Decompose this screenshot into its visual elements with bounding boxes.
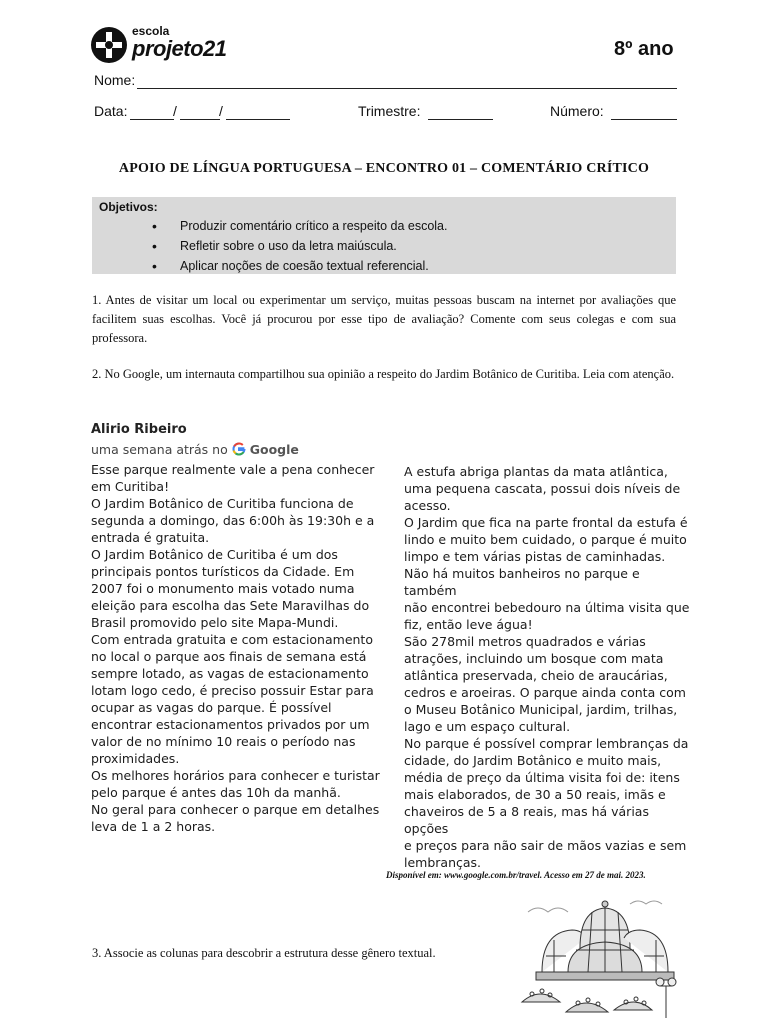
review-line: Brasil promovido pelo site Mapa-Mundi.: [91, 615, 339, 630]
review-time: [91, 442, 299, 457]
review-line: atlântica preservada, cheio de araucárias,: [404, 668, 668, 683]
review-line: Esse parque realmente vale a pena conhecer: [91, 462, 375, 477]
review-line: lago e um espaço cultural.: [404, 719, 571, 734]
review-line: chaveiros de 5 a 8 reais, mas há várias opções: [404, 804, 649, 836]
page-title: APOIO DE LÍNGUA PORTUGUESA – ENCONTRO 01 – COMENTÁRIO CRÍTICO: [118, 161, 650, 176]
review-line: valor de no mínimo 10 reais o período nas: [91, 734, 356, 749]
date-month-field[interactable]: [180, 105, 220, 120]
review-line: limpo e tem várias pistas de caminhadas.: [404, 549, 666, 564]
objectives-box: [92, 197, 676, 274]
review-line: eleição para escolha das Sete Maravilhas do: [91, 598, 370, 613]
review-line: não encontrei bebedouro na última visita que: [404, 600, 690, 615]
review-line: No parque é possível comprar lembranças da: [404, 736, 689, 751]
review-line: uma pequena cascata, possui dois níveis de: [404, 481, 681, 496]
source-caption: Disponível em: www.google.com.br/travel. Acesso em 27 de mai. 2023.: [386, 870, 646, 880]
term-field[interactable]: [428, 105, 493, 120]
grade-label: 8º ano: [614, 38, 674, 60]
review-line: Os melhores horários para conhecer e turistar: [91, 768, 380, 783]
school-logo: [90, 22, 230, 66]
review-line: Com entrada gratuita e com estacionamento: [91, 632, 373, 647]
review-line: 2007 foi o monumento mais votado numa: [91, 581, 355, 596]
review-line: São 278mil metros quadrados e várias: [404, 634, 646, 649]
date-year-field[interactable]: [226, 105, 290, 120]
review-line: o Museu Botânico Municipal, jardim, trilhas,: [404, 702, 678, 717]
question-2: 2. No Google, um internauta compartilhou sua opinião a respeito do Jardim Botânico de Curitiba. Leia com atenção.: [92, 367, 675, 381]
logo-small-text: escola: [132, 24, 170, 38]
review-line: encontrar estacionamentos privados por um: [91, 717, 370, 732]
number-field[interactable]: [611, 105, 677, 120]
botanical-garden-illustration: [520, 890, 690, 1020]
name-field[interactable]: [137, 74, 677, 89]
term-label: Trimestre:: [358, 103, 421, 119]
logo-name-text: projeto21: [132, 36, 227, 61]
date-label: Data:: [94, 103, 128, 119]
review-brand: Google: [249, 442, 299, 457]
name-label: Nome:: [94, 72, 136, 88]
review-line: mais elaborados, de 30 a 50 reais, imãs e: [404, 787, 666, 802]
objectives-heading: Objetivos:: [99, 200, 158, 214]
review-author: Alirio Ribeiro: [91, 422, 187, 437]
review-line: ocupar as vagas do parque. É possível: [91, 700, 332, 715]
review-line: segunda a domingo, das 6:00h às 19:30h e a: [91, 513, 375, 528]
review-line: O Jardim Botânico de Curitiba é um dos: [91, 547, 338, 562]
review-time-text: uma semana atrás no: [91, 442, 228, 457]
date-separator: /: [219, 103, 223, 119]
review-line: lindo e muito bem cuidado, o parque é muito: [404, 532, 687, 547]
review-right-column: [404, 463, 694, 871]
question-1: 1. Antes de visitar um local ou experimentar um serviço, muitas pessoas buscam na internet por avaliações que facilitem suas escolhas. Você já procurou por esse tipo de avaliação? Comente com seus colegas e com sua professora.: [92, 293, 676, 345]
date-separator: /: [173, 103, 177, 119]
review-line: sempre lotado, as vagas de estacionamento: [91, 666, 369, 681]
objective-item: • Refletir sobre o uso da letra maiúscula.: [152, 236, 448, 256]
review-line: lotam logo cedo, é preciso possuir Estar para: [91, 683, 374, 698]
review-line: pelo parque é antes das 10h da manhã.: [91, 785, 341, 800]
review-line: média de preço da última visita foi de: itens: [404, 770, 680, 785]
review-left-column: [91, 461, 381, 835]
review-line: entrada é gratuita.: [91, 530, 210, 545]
date-day-field[interactable]: [130, 105, 174, 120]
number-label: Número:: [550, 103, 604, 119]
review-line: atrações, incluindo um bosque com mata: [404, 651, 664, 666]
review-line: No geral para conhecer o parque em detalhes: [91, 802, 380, 817]
review-line: A estufa abriga plantas da mata atlântica,: [404, 464, 668, 479]
review-line: em Curitiba!: [91, 479, 170, 494]
question-3: 3. Associe as colunas para descobrir a estrutura desse gênero textual.: [92, 946, 436, 960]
review-line: lembranças.: [404, 855, 482, 870]
logo-mark-icon: [90, 26, 128, 64]
objective-item: • Produzir comentário crítico a respeito da escola.: [152, 216, 448, 236]
review-line: leva de 1 a 2 horas.: [91, 819, 216, 834]
review-line: cedros e aroeiras. O parque ainda conta com: [404, 685, 686, 700]
review-line: O Jardim Botânico de Curitiba funciona de: [91, 496, 354, 511]
review-line: Não há muitos banheiros no parque e também: [404, 566, 640, 598]
review-line: O Jardim que fica na parte frontal da estufa é: [404, 515, 688, 530]
objectives-list: [152, 216, 448, 276]
review-line: no local o parque aos finais de semana está: [91, 649, 367, 664]
review-line: acesso.: [404, 498, 451, 513]
review-line: e preços para não sair de mãos vazias e sem: [404, 838, 687, 853]
review-line: proximidades.: [91, 751, 180, 766]
google-logo-icon: [232, 442, 246, 456]
review-line: principais pontos turísticos da Cidade. Em: [91, 564, 355, 579]
review-line: cidade, do Jardim Botânico e muito mais,: [404, 753, 662, 768]
objective-item: • Aplicar noções de coesão textual referencial.: [152, 256, 448, 276]
review-line: fiz, então leve água!: [404, 617, 533, 632]
